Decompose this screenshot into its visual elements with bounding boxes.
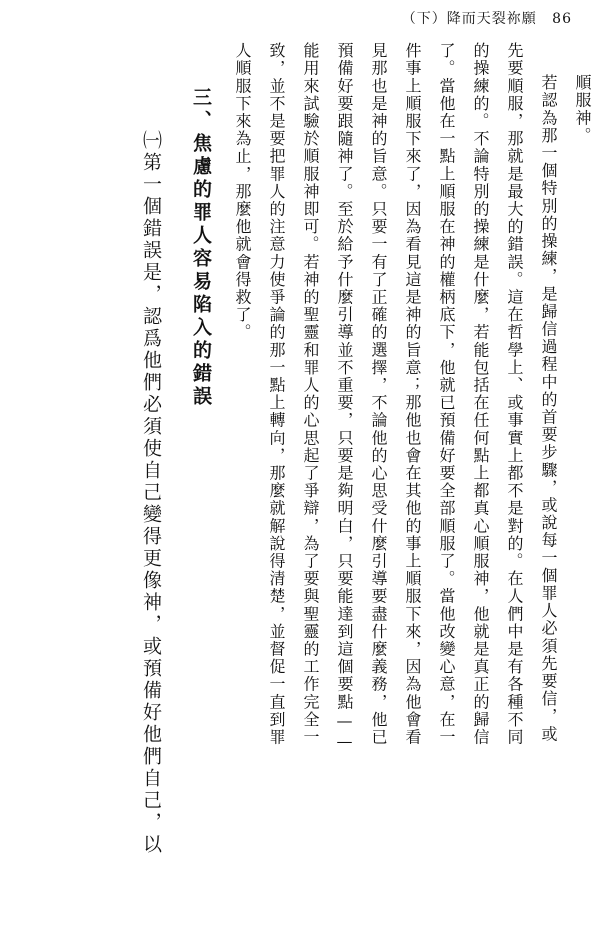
- text-column-5: 了。當他在一點上順服在神的權柄底下，他就已預備好要全部順服了。當他改變心意，在一: [437, 42, 456, 746]
- text-column-7: 見那也是神的旨意。只要一有了正確的選擇，不論他的心思受什麼引導要盡什麼義務，他已: [369, 42, 388, 746]
- running-header: [402, 8, 572, 28]
- page-body: [20, 42, 590, 922]
- text-column-11: 人順服下來為止，那麼他就會得救了。: [233, 42, 252, 342]
- text-column-6: 件事上順服下來了，因為看見這是神的旨意；那他也會在其他的事上順服下來，因為他會看: [403, 42, 422, 746]
- text-column-2: 若認為那一個特別的操練，是歸信過程中的首要步驟，或說每一個罪人必須先要信，或: [539, 74, 558, 743]
- text-column-8: 預備好要跟隨神了。至於給予什麼引導並不重要，只要是夠明白，只要能達到這個要點——: [335, 42, 354, 752]
- section-heading: 三、焦慮的罪人容易陷入的錯誤: [190, 87, 212, 409]
- text-column-10: 致，並不是要把罪人的注意力使爭論的那一點上轉向，那麼就解說得清楚，並督促一直到罪: [267, 42, 286, 746]
- text-column-3: 先要順服，那就是最大的錯誤。這在哲學上、或事實上都不是對的。在人們中是有各種不同: [505, 42, 524, 746]
- text-column-4: 的操練的。不論特別的操練是什麼，若能包括在任何點上都真心順服神，他就是真正的歸信: [471, 42, 490, 746]
- text-column-1: 順服神。: [573, 74, 592, 145]
- page-number: 86: [552, 11, 572, 27]
- chapter-title: （下）降而天裂祢願: [401, 11, 537, 27]
- text-column-9: 能用來試驗於順服神即可。若神的聖靈和罪人的心思起了爭辯，為了要與聖靈的工作完全一: [301, 42, 320, 746]
- subheading: ㈠第一個錯誤是，認爲他們必須使自己變得更像神，或預備好他們自己，以: [140, 130, 162, 856]
